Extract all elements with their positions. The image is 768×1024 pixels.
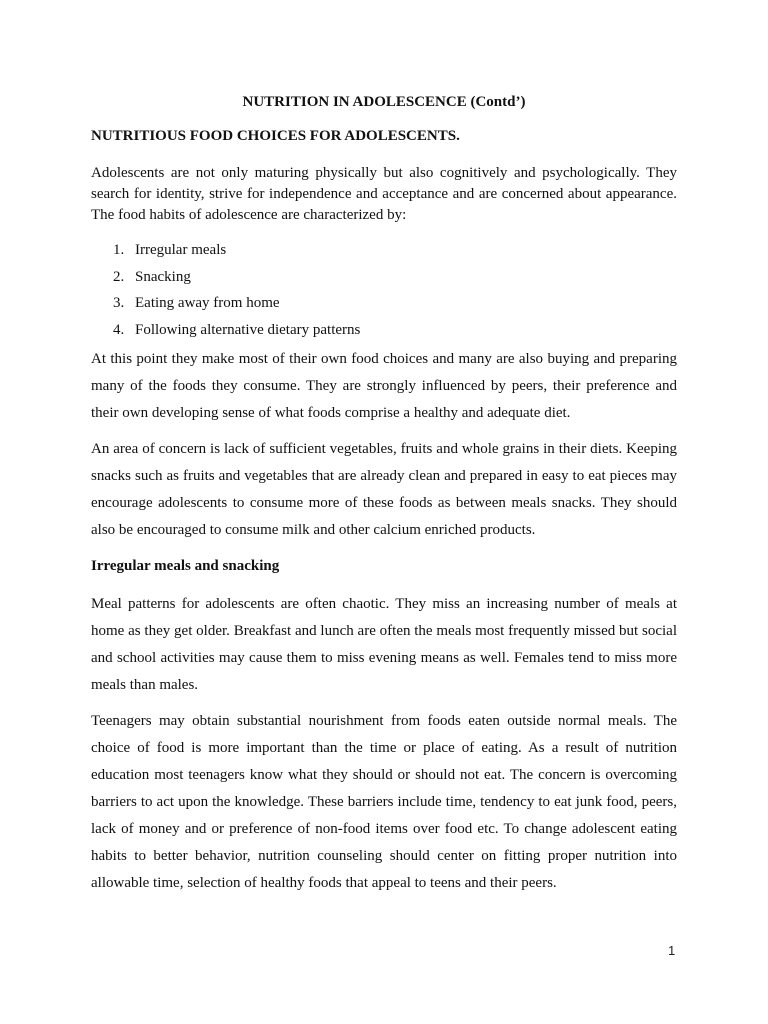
concern-paragraph: An area of concern is lack of sufficient vegetables, fruits and whole grains in their diets. Keeping snacks such as fruits and vegetables that are already clean and prepared in easy to eat pieces may encourage adolescents to consume more of these foods as between meals snacks. They should also be encouraged to consume milk and other calcium enriched products. bbox=[91, 441, 677, 538]
section-heading: NUTRITIOUS FOOD CHOICES FOR ADOLESCENTS. bbox=[91, 128, 460, 144]
teenagers-paragraph: Teenagers may obtain substantial nourishment from foods eaten outside normal meals. The choice of food is more important than the time or place of eating. As a result of nutrition education most teenagers know what they should or should not eat. The concern is overcoming barriers to act upon the knowledge. These barriers include time, tendency to eat junk food, peers, lack of money and or preference of non-food items over food etc. To change adolescent eating habits to better behavior, nutrition counseling should center on fitting proper nutrition into allowable time, selection of healthy foods that appeal to teens and their peers. bbox=[91, 713, 677, 891]
list-item bbox=[91, 240, 677, 260]
list-item-text: Irregular meals bbox=[135, 242, 227, 258]
list-item bbox=[91, 267, 677, 287]
document-body bbox=[91, 92, 677, 906]
page-number: 1 bbox=[668, 943, 676, 958]
list-item-number: 1. bbox=[113, 242, 125, 258]
list-item bbox=[91, 320, 677, 340]
list-item-number: 2. bbox=[113, 268, 125, 285]
irregular-meals-heading: Irregular meals and snacking bbox=[91, 558, 280, 574]
intro-paragraph: Adolescents are not only maturing physically but also cognitively and psychologically. They search for identity, strive for independence and acceptance and are concerned about appearance. The food habits of adolescence are characterized by: bbox=[91, 165, 677, 223]
list-item bbox=[91, 293, 677, 313]
food-habits-list bbox=[91, 240, 677, 340]
document-title: NUTRITION IN ADOLESCENCE (Contd’) bbox=[242, 94, 526, 110]
list-item-number: 4. bbox=[113, 321, 125, 338]
food-choices-paragraph: At this point they make most of their own food choices and many are also buying and preparing many of the foods they consume. They are strongly influenced by peers, their preference and their own developing sense of what foods comprise a healthy and adequate diet. bbox=[91, 351, 677, 421]
meal-patterns-paragraph: Meal patterns for adolescents are often chaotic. They miss an increasing number of meals at home as they get older. Breakfast and lunch are often the meals most frequently missed but social and school activities may cause them to miss evening means as well. Females tend to miss more meals than males. bbox=[91, 596, 677, 693]
list-item-text: Eating away from home bbox=[135, 295, 280, 311]
list-item-number: 3. bbox=[113, 295, 125, 311]
list-item-text: Following alternative dietary patterns bbox=[135, 321, 361, 338]
list-item-text: Snacking bbox=[135, 268, 191, 285]
